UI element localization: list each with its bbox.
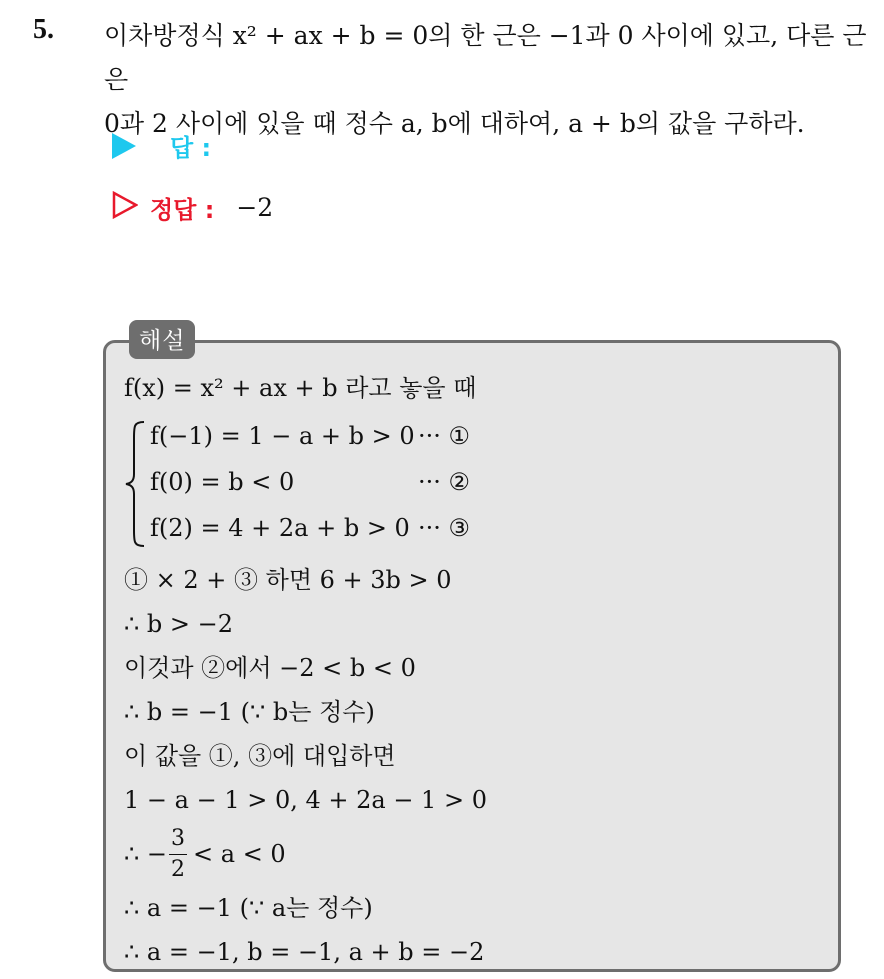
problem-text [104, 14, 874, 146]
play-triangle-icon [112, 133, 136, 159]
left-brace-icon [124, 420, 146, 562]
problem-line-2: 0과 2 사이에 있을 때 정수 a, b에 대하여, a + b의 값을 구하라. [104, 109, 805, 138]
explanation-line-1: ① × 2 + ③ 하면 6 + 3b > 0 [124, 566, 452, 594]
explanation-body [124, 366, 824, 974]
equation-system [124, 414, 824, 552]
answer-blank-row [112, 128, 211, 163]
final-line-1: ∴ a = −1 (∵ a는 정수) [124, 894, 373, 922]
fraction-prefix: ∴ − [124, 840, 168, 868]
fraction-suffix: < a < 0 [193, 840, 286, 868]
explanation-tag: 해설 [129, 320, 195, 359]
explanation-line-5: 이 값을 ①, ③에 대입하면 [124, 742, 396, 770]
final-line-2: ∴ a = −1, b = −1, a + b = −2 [124, 938, 485, 966]
fraction-denominator: 2 [171, 856, 186, 882]
explanation-intro: f(x) = x² + ax + b 라고 놓을 때 [124, 374, 477, 402]
system-eq-2: f(0) = b < 0 [150, 468, 295, 496]
system-tag-1: ··· ① [418, 422, 471, 450]
explanation-line-2: ∴ b > −2 [124, 610, 234, 638]
correct-answer-label: 정답 : [150, 196, 215, 224]
fraction-line [124, 822, 824, 886]
correct-answer-value: −2 [236, 193, 274, 222]
problem-number: 5. [33, 14, 54, 45]
fraction [169, 826, 187, 883]
system-eq-3: f(2) = 4 + 2a + b > 0 [150, 514, 410, 542]
system-eq-1: f(−1) = 1 − a + b > 0 [150, 422, 415, 450]
explanation-line-6: 1 − a − 1 > 0, 4 + 2a − 1 > 0 [124, 786, 487, 814]
outline-triangle-icon [112, 191, 138, 225]
problem-line-1: 이차방정식 x² + ax + b = 0의 한 근은 −1과 0 사이에 있고, 다른 근은 [104, 21, 867, 94]
answer-label: 답 : [170, 134, 212, 162]
answer-correct-row [112, 190, 273, 225]
explanation-line-3: 이것과 ②에서 −2 < b < 0 [124, 654, 416, 682]
explanation-line-4: ∴ b = −1 (∵ b는 정수) [124, 698, 375, 726]
system-tag-2: ··· ② [418, 468, 471, 496]
system-tag-3: ··· ③ [418, 514, 471, 542]
fraction-numerator: 3 [169, 826, 187, 855]
